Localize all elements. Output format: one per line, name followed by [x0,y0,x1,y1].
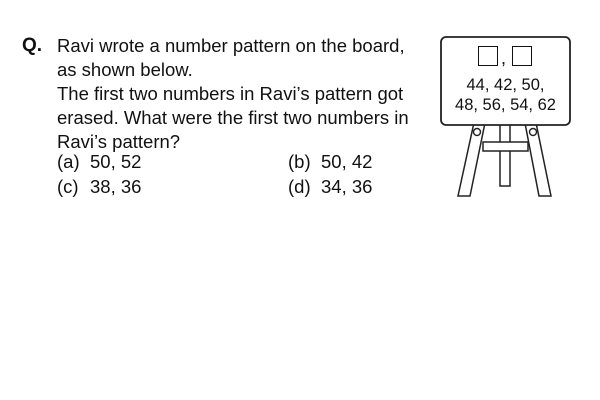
board-pin-right [530,129,537,136]
erased-numbers [478,44,538,68]
question-label: Q. [22,35,43,56]
blank-comma: , [501,48,507,68]
option-b[interactable] [288,150,372,174]
question-text [57,34,437,154]
option-d-text: 34, 36 [321,176,373,197]
option-a-text: 50, 52 [90,151,142,172]
easel-crossbar [483,142,528,151]
question-line-3: The first two numbers in Ravi’s pattern got [57,83,404,104]
question-line-1: Ravi wrote a number pattern on the board, [57,35,405,56]
easel-right-leg [524,118,551,196]
easel-left-leg [458,118,486,196]
option-c-text: 38, 36 [90,176,142,197]
option-d[interactable] [288,175,372,199]
board-pattern-line-1: 44, 42, 50, [466,76,545,94]
question-line-5: Ravi’s pattern? [57,131,181,152]
option-a[interactable] [57,150,141,174]
option-a-label: (a) [57,151,80,172]
board-pattern-line-2: 48, 56, 54, 62 [455,96,556,114]
option-d-label: (d) [288,176,311,197]
option-b-text: 50, 42 [321,151,373,172]
board-pin-left [474,129,481,136]
option-b-label: (b) [288,151,311,172]
question-line-2: as shown below. [57,59,193,80]
option-c-label: (c) [57,176,79,197]
easel-back-leg [500,118,510,186]
question-line-4: erased. What were the first two numbers in [57,107,409,128]
blank-box-1 [478,46,498,66]
option-c[interactable] [57,175,141,199]
blank-box-2 [512,46,532,66]
